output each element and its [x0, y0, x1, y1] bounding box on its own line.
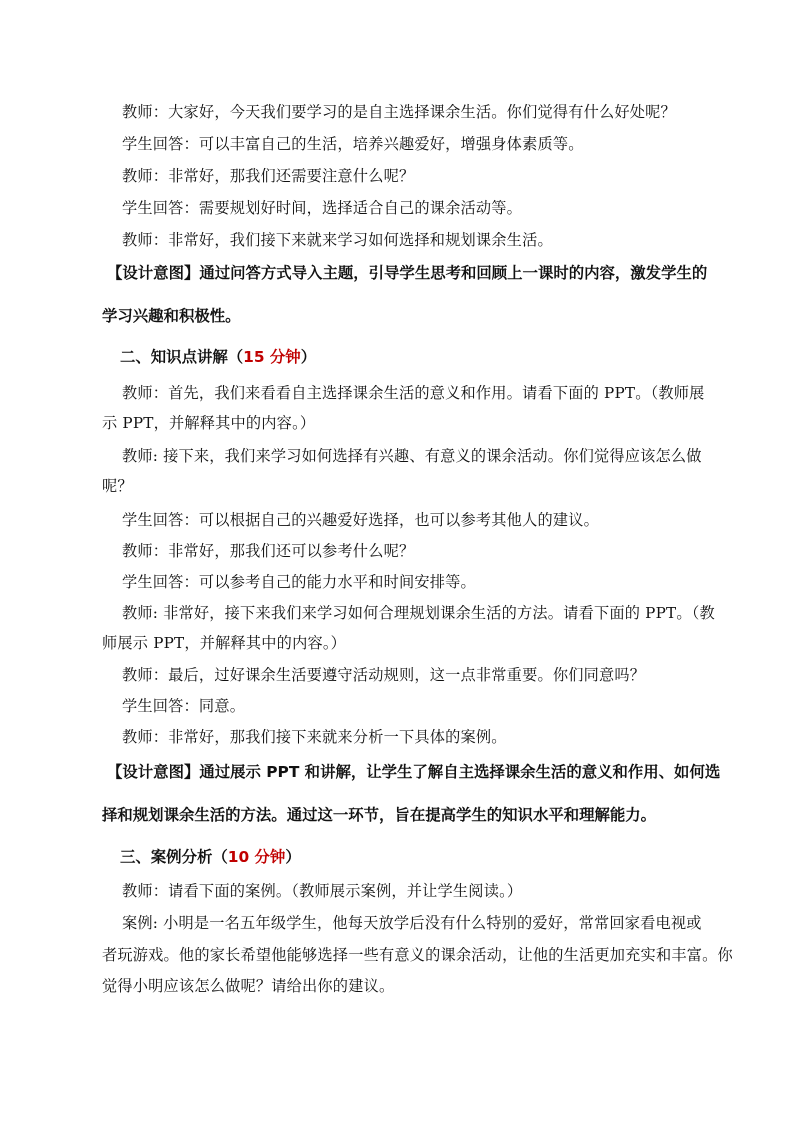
section-heading	[120, 347, 316, 367]
section-duration: 15 分钟	[243, 348, 301, 366]
design-intent-line: 学习兴趣和积极性。	[102, 307, 241, 325]
dialogue-line: 学生回答：同意。	[122, 697, 246, 715]
dialogue-line: 师展示 PPT，并解释其中的内容。）	[102, 634, 347, 652]
section-heading-text: 二、知识点讲解（	[120, 348, 244, 366]
dialogue-line: 学生回答：可以丰富自己的生活，培养兴趣爱好，增强身体素质等。	[122, 135, 584, 153]
dialogue-line: 教师：最后，过好课余生活要遵守活动规则，这一点非常重要。你们同意吗？	[122, 666, 646, 684]
dialogue-line: 示 PPT，并解释其中的内容。）	[102, 414, 316, 432]
dialogue-line: 教师: 接下来，我们来学习如何选择有兴趣、有意义的课余活动。你们觉得应该怎么做	[122, 447, 702, 465]
design-intent-line: 择和规划课余生活的方法。通过这一环节，旨在提高学生的知识水平和理解能力。	[102, 806, 657, 824]
case-text-line: 案例: 小明是一名五年级学生，他每天放学后没有什么特别的爱好，常常回家看电视或	[122, 914, 702, 932]
section-heading-text: 三、案例分析（	[120, 848, 228, 866]
dialogue-line: 教师：非常好，那我们接下来就来分析一下具体的案例。	[122, 728, 507, 746]
dialogue-line: 学生回答：可以根据自己的兴趣爱好选择，也可以参考其他人的建议。	[122, 511, 600, 529]
dialogue-line: 教师：请看下面的案例。（教师展示案例，并让学生阅读。）	[122, 882, 523, 900]
dialogue-line: 教师：大家好，今天我们要学习的是自主选择课余生活。你们觉得有什么好处呢？	[122, 103, 676, 121]
dialogue-line: 教师：非常好，那我们还可以参考什么呢？	[122, 542, 415, 560]
dialogue-line: 教师：非常好，那我们还需要注意什么呢？	[122, 167, 415, 185]
dialogue-line: 教师：非常好，我们接下来就来学习如何选择和规划课余生活。	[122, 231, 553, 249]
section-duration: 10 分钟	[227, 848, 286, 866]
section-heading	[120, 847, 301, 867]
section-heading-close: ）	[300, 348, 317, 366]
dialogue-line: 教师: 非常好，接下来我们来学习如何合理规划课余生活的方法。请看下面的 PPT。（教	[122, 604, 715, 622]
section-heading-close: ）	[285, 848, 301, 866]
dialogue-line: 呢？	[102, 477, 133, 495]
dialogue-line: 教师：首先，我们来看看自主选择课余生活的意义和作用。请看下面的 PPT。（教师展	[122, 384, 705, 402]
design-intent-line: 【设计意图】通过问答方式导入主题，引导学生思考和回顾上一课时的内容，激发学生的	[107, 264, 708, 282]
case-text-line: 者玩游戏。他的家长希望他能够选择一些有意义的课余活动，让他的生活更加充实和丰富。你	[102, 946, 733, 964]
design-intent-line: 【设计意图】通过展示 PPT 和讲解，让学生了解自主选择课余生活的意义和作用、如何选	[107, 763, 721, 781]
dialogue-line: 学生回答：可以参考自己的能力水平和时间安排等。	[122, 573, 476, 591]
dialogue-line: 学生回答：需要规划好时间，选择适合自己的课余活动等。	[122, 199, 523, 217]
case-text-line: 觉得小明应该怎么做呢？请给出你的建议。	[102, 977, 395, 995]
